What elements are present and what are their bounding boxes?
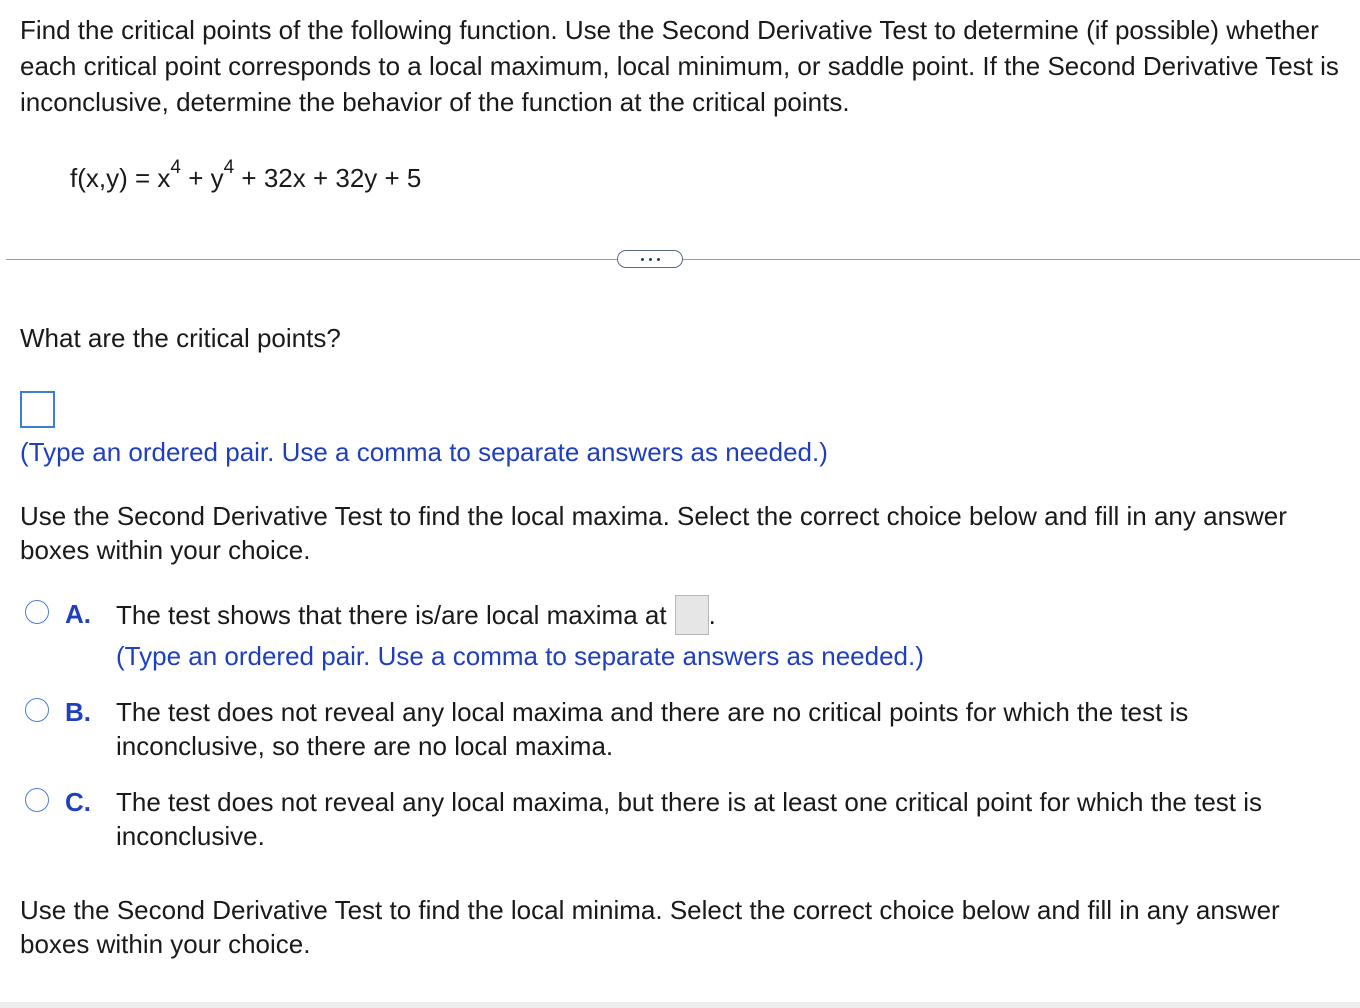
critical-points-hint: (Type an ordered pair. Use a comma to separate answers as needed.) <box>20 437 828 467</box>
choice-b-letter: B. <box>65 697 91 727</box>
choice-a-suffix: . <box>708 599 716 630</box>
section-divider <box>6 259 1360 260</box>
choice-a-text: The test shows that there is/are local maxima at <box>116 599 667 630</box>
choice-a-text-wrapper <box>116 597 1316 637</box>
local-maxima-answer-input[interactable] <box>675 595 709 635</box>
local-maxima-prompt: Use the Second Derivative Test to find the local maxima. Select the correct choice below and fill in any answer boxes within your choice. <box>20 501 1287 565</box>
formula-plus-y: + y <box>180 163 224 193</box>
choice-b-text: The test does not reveal any local maxima and there are no critical points for which the test is inconclusive, so there are no local maxima. <box>116 697 1189 761</box>
critical-points-answer-input[interactable] <box>20 391 55 428</box>
formula-exponent-x: 4 <box>170 157 181 179</box>
choice-a-hint: (Type an ordered pair. Use a comma to separate answers as needed.) <box>116 641 924 671</box>
ellipsis-dot-icon <box>649 258 652 261</box>
choice-c-radio[interactable] <box>25 788 49 812</box>
maxima-choice-a[interactable] <box>23 597 1343 677</box>
expand-more-button[interactable] <box>617 250 683 268</box>
choice-c-text: The test does not reveal any local maxima, but there is at least one critical point for which the test is inconclusive. <box>116 787 1263 851</box>
ellipsis-dot-icon <box>657 258 660 261</box>
formula-lhs: f(x,y) = x <box>70 163 171 193</box>
choice-b-radio[interactable] <box>25 698 49 722</box>
choice-a-letter: A. <box>65 599 91 629</box>
maxima-choice-c[interactable] <box>23 785 1343 855</box>
function-formula <box>70 157 422 196</box>
formula-exponent-y: 4 <box>223 157 235 179</box>
choice-a-radio[interactable] <box>25 600 49 624</box>
bottom-edge <box>0 1002 1360 1008</box>
problem-instructions: Find the critical points of the following function. Use the Second Derivative Test to determine (if possible) whether each critical point corresponds to a local maximum, local minimum, or saddle point. If the Second Derivative Test is inconclusive, determine the behavior of the function at the critical points. <box>20 15 1339 117</box>
maxima-choice-b[interactable] <box>23 695 1343 765</box>
local-minima-prompt: Use the Second Derivative Test to find the local minima. Select the correct choice below and fill in any answer boxes within your choice. <box>20 895 1280 959</box>
critical-points-prompt: What are the critical points? <box>20 323 341 353</box>
choice-c-letter: C. <box>65 787 91 817</box>
ellipsis-dot-icon <box>641 258 644 261</box>
formula-rest: + 32x + 32y + 5 <box>234 163 422 193</box>
